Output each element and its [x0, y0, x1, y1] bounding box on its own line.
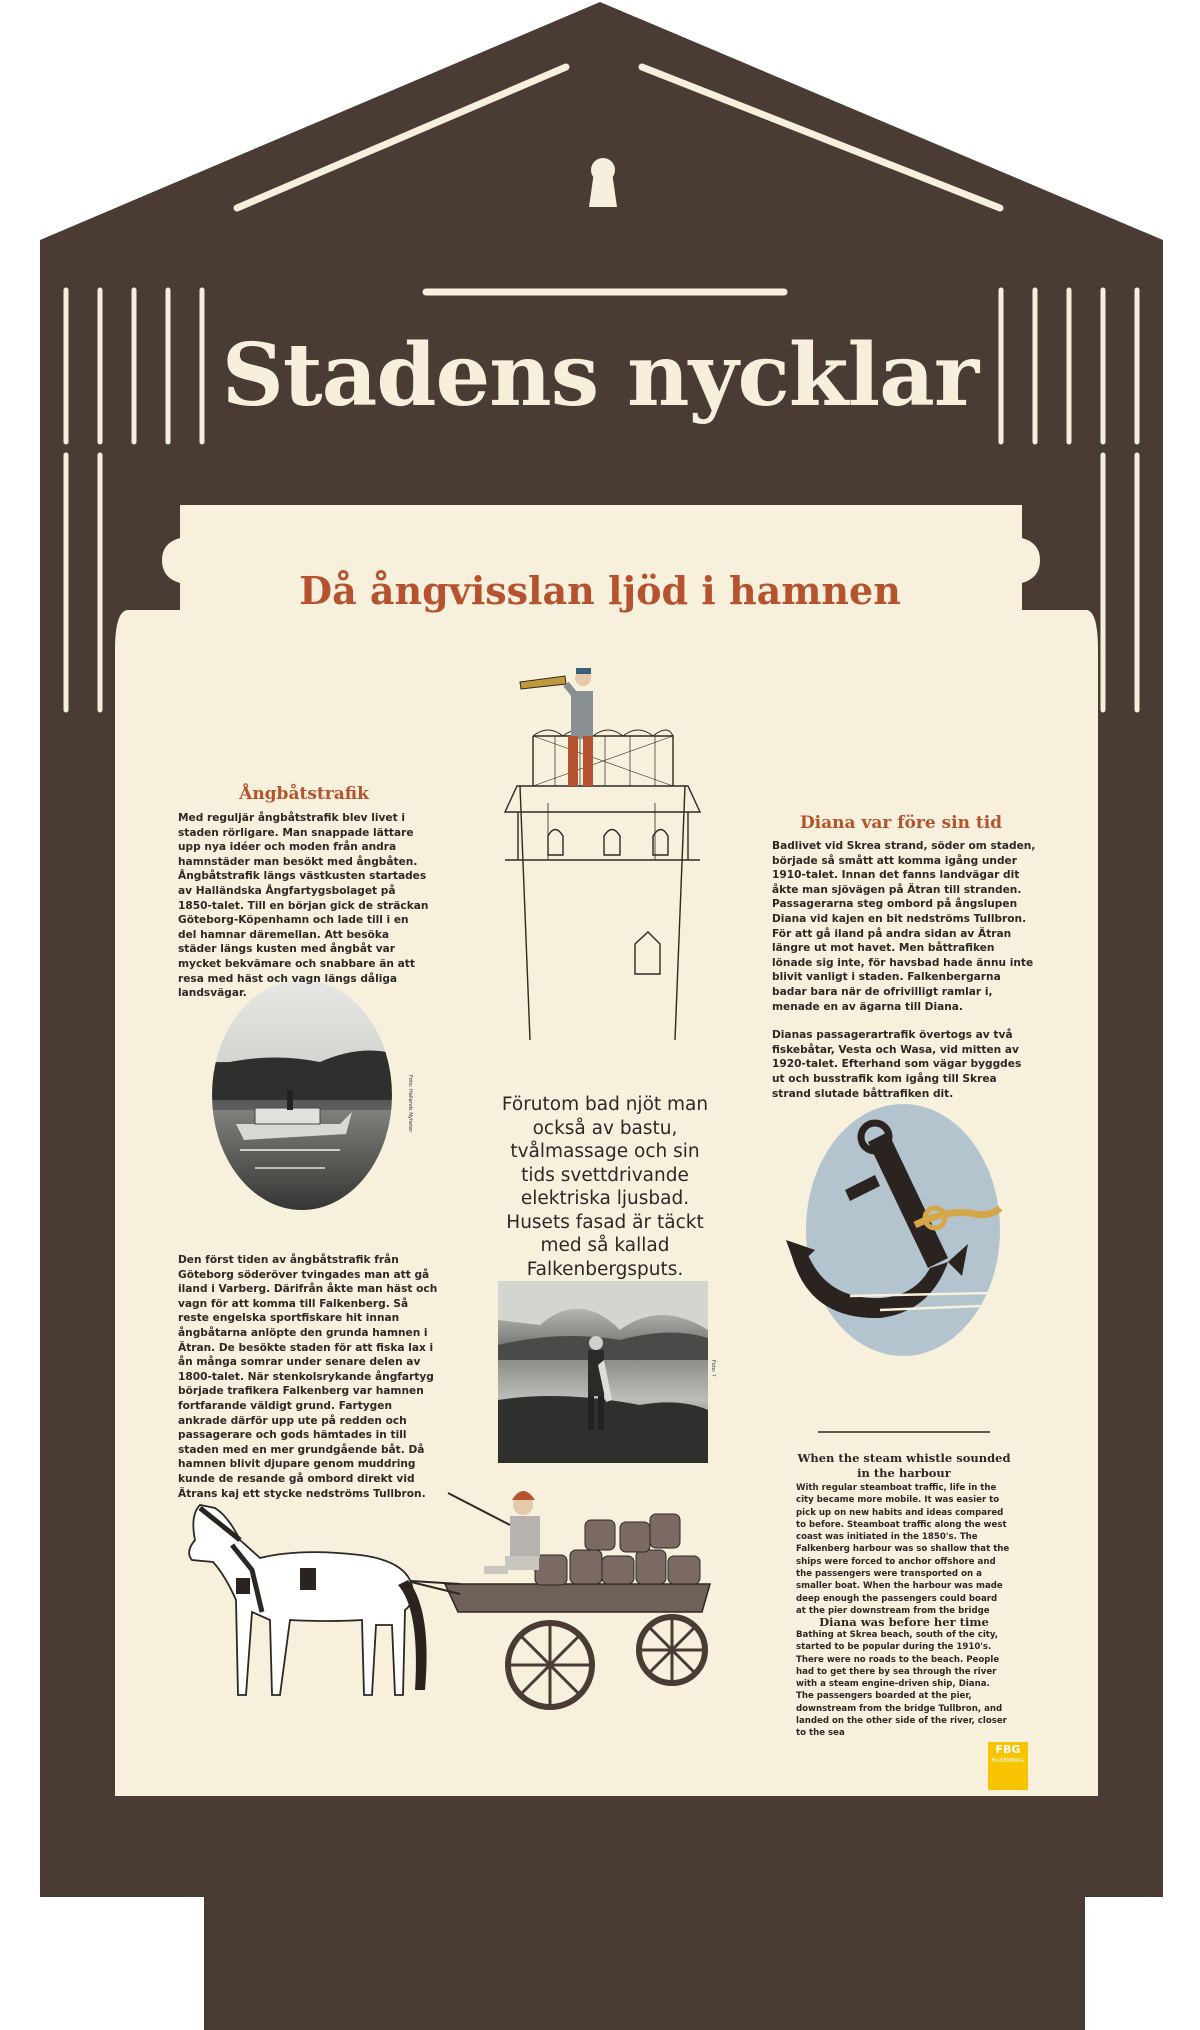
logo-subtext: FALKENBERG	[991, 1758, 1025, 1764]
sign-title: Stadens nycklar	[221, 325, 979, 426]
english-text-1: With regular steamboat traffic, life in the city became more mobile. It was easier to pick up on new habits and ideas compared to before. Steamboat traffic along the west coast was initiated in the 1850's. The Falkenberg harbour was so shallow that the ships were forced to anchor offshore and the passengers were transported on a smaller boat. When the harbour was made deep enough the passengers could board at the pier downstream from the bridge	[796, 1483, 1010, 1616]
fisherman-photo-credit: Foto: ?	[710, 1360, 716, 1377]
right-paragraph-text-2: Dianas passagerartrafik övertogs av två fiskebåtar, Vesta och Wasa, vid mitten av 1920-talet. Efterhand som vägar byggdes ut och busstrafik kom igång till Skrea strand slutade båttrafiken dit.	[772, 1029, 1022, 1100]
english-heading-2: Diana was before her time	[819, 1615, 989, 1629]
left-paragraph	[178, 811, 430, 1015]
left-heading: Ångbåtstrafik	[239, 784, 369, 804]
right-heading: Diana var före sin tid	[799, 813, 1003, 833]
right-paragraph-text: Badlivet vid Skrea strand, söder om staden, började så smått att komma igång under 1910-talet. Innan det fanns landvägar dit åkte man sjövägen på Ätran till stranden. Passagerarna steg ombord på ångslupen Diana vid kajen en bit nedströms Tullbron. För att gå iland på andra sidan av Ätran längre ut mot havet. Men båttrafiken lönade sig inte, för havsbad hade ännu inte blivit vanligt i staden. Falkenbergarna badar bara när de ofrivilligt ramlar i, menade en av ägarna till Diana.	[772, 840, 1036, 1013]
center-quote: Förutom bad njöt man också av bastu, tvålmassage och sin tids svettdrivande elektriska ljusbad. Husets fasad är täckt med så kallad Falkenbergsputs.	[501, 1094, 709, 1280]
keyhole-icon	[589, 158, 617, 207]
steamboat-photo-credit: Foto: Hallands Nyheter	[407, 1075, 413, 1133]
falkenberg-logo	[988, 1742, 1028, 1790]
english-heading-1: When the steam whistle sounded in the harbour	[797, 1451, 1011, 1480]
fisherman-photo	[498, 1281, 708, 1463]
right-paragraph	[772, 839, 1036, 1115]
logo-text: FBG	[995, 1743, 1021, 1756]
left-paragraph-2: Den först tiden av ångbåtstrafik från Göteborg söderöver tvingades man att gå iland i Varberg. Därifrån åkte man häst och vagn för att komma till Falkenberg. Så reste engelska sportfiskare hit innan ångbåtarna anlöpte den grunda hamnen i Ätran. De besökte staden för att fiska lax i ån många somrar under senare delen av 1800-talet. När stenkolsrykande ångfartyg började trafikera Falkenberg var hamnen fortfarande väldigt grund. Fartygen ankrade därför upp ute på redden och passagerare och gods hämtades in till staden med en mer grundgående båt. Då hamnen blivit djupare genom muddring kunde de resande gå ombord direkt vid Ätrans kaj ett stycke nedströms Tullbron.	[178, 1254, 438, 1500]
sign-subtitle: Då ångvisslan ljöd i hamnen	[299, 568, 901, 613]
english-text-2: Bathing at Skrea beach, south of the city, started to be popular during the 1910's. There were no roads to the beach. People had to get there by sea through the river with a steam engine-driven ship, Diana. The passengers boarded at the pier, downstream from the bridge Tullbron, and landed on the other side of the river, closer to the sea	[796, 1630, 1007, 1739]
left-paragraph-text: Med reguljär ångbåtstrafik blev livet i staden rörligare. Man snappade lättare upp nya idéer och moden från andra hamnstäder man besökt med ångbåten. Ångbåtstrafik längs västkusten startades av Halländska Ångfartygsbolaget på 1850-talet. Till en början gick de sträckan Göteborg-Köpenhamn och lade till i en del hamnar däremellan. Att besöka städer längs kusten med ångbåt var mycket bekvämare och snabbare än att resa med häst och vagn längs dåliga landsvägar.	[178, 812, 429, 1000]
